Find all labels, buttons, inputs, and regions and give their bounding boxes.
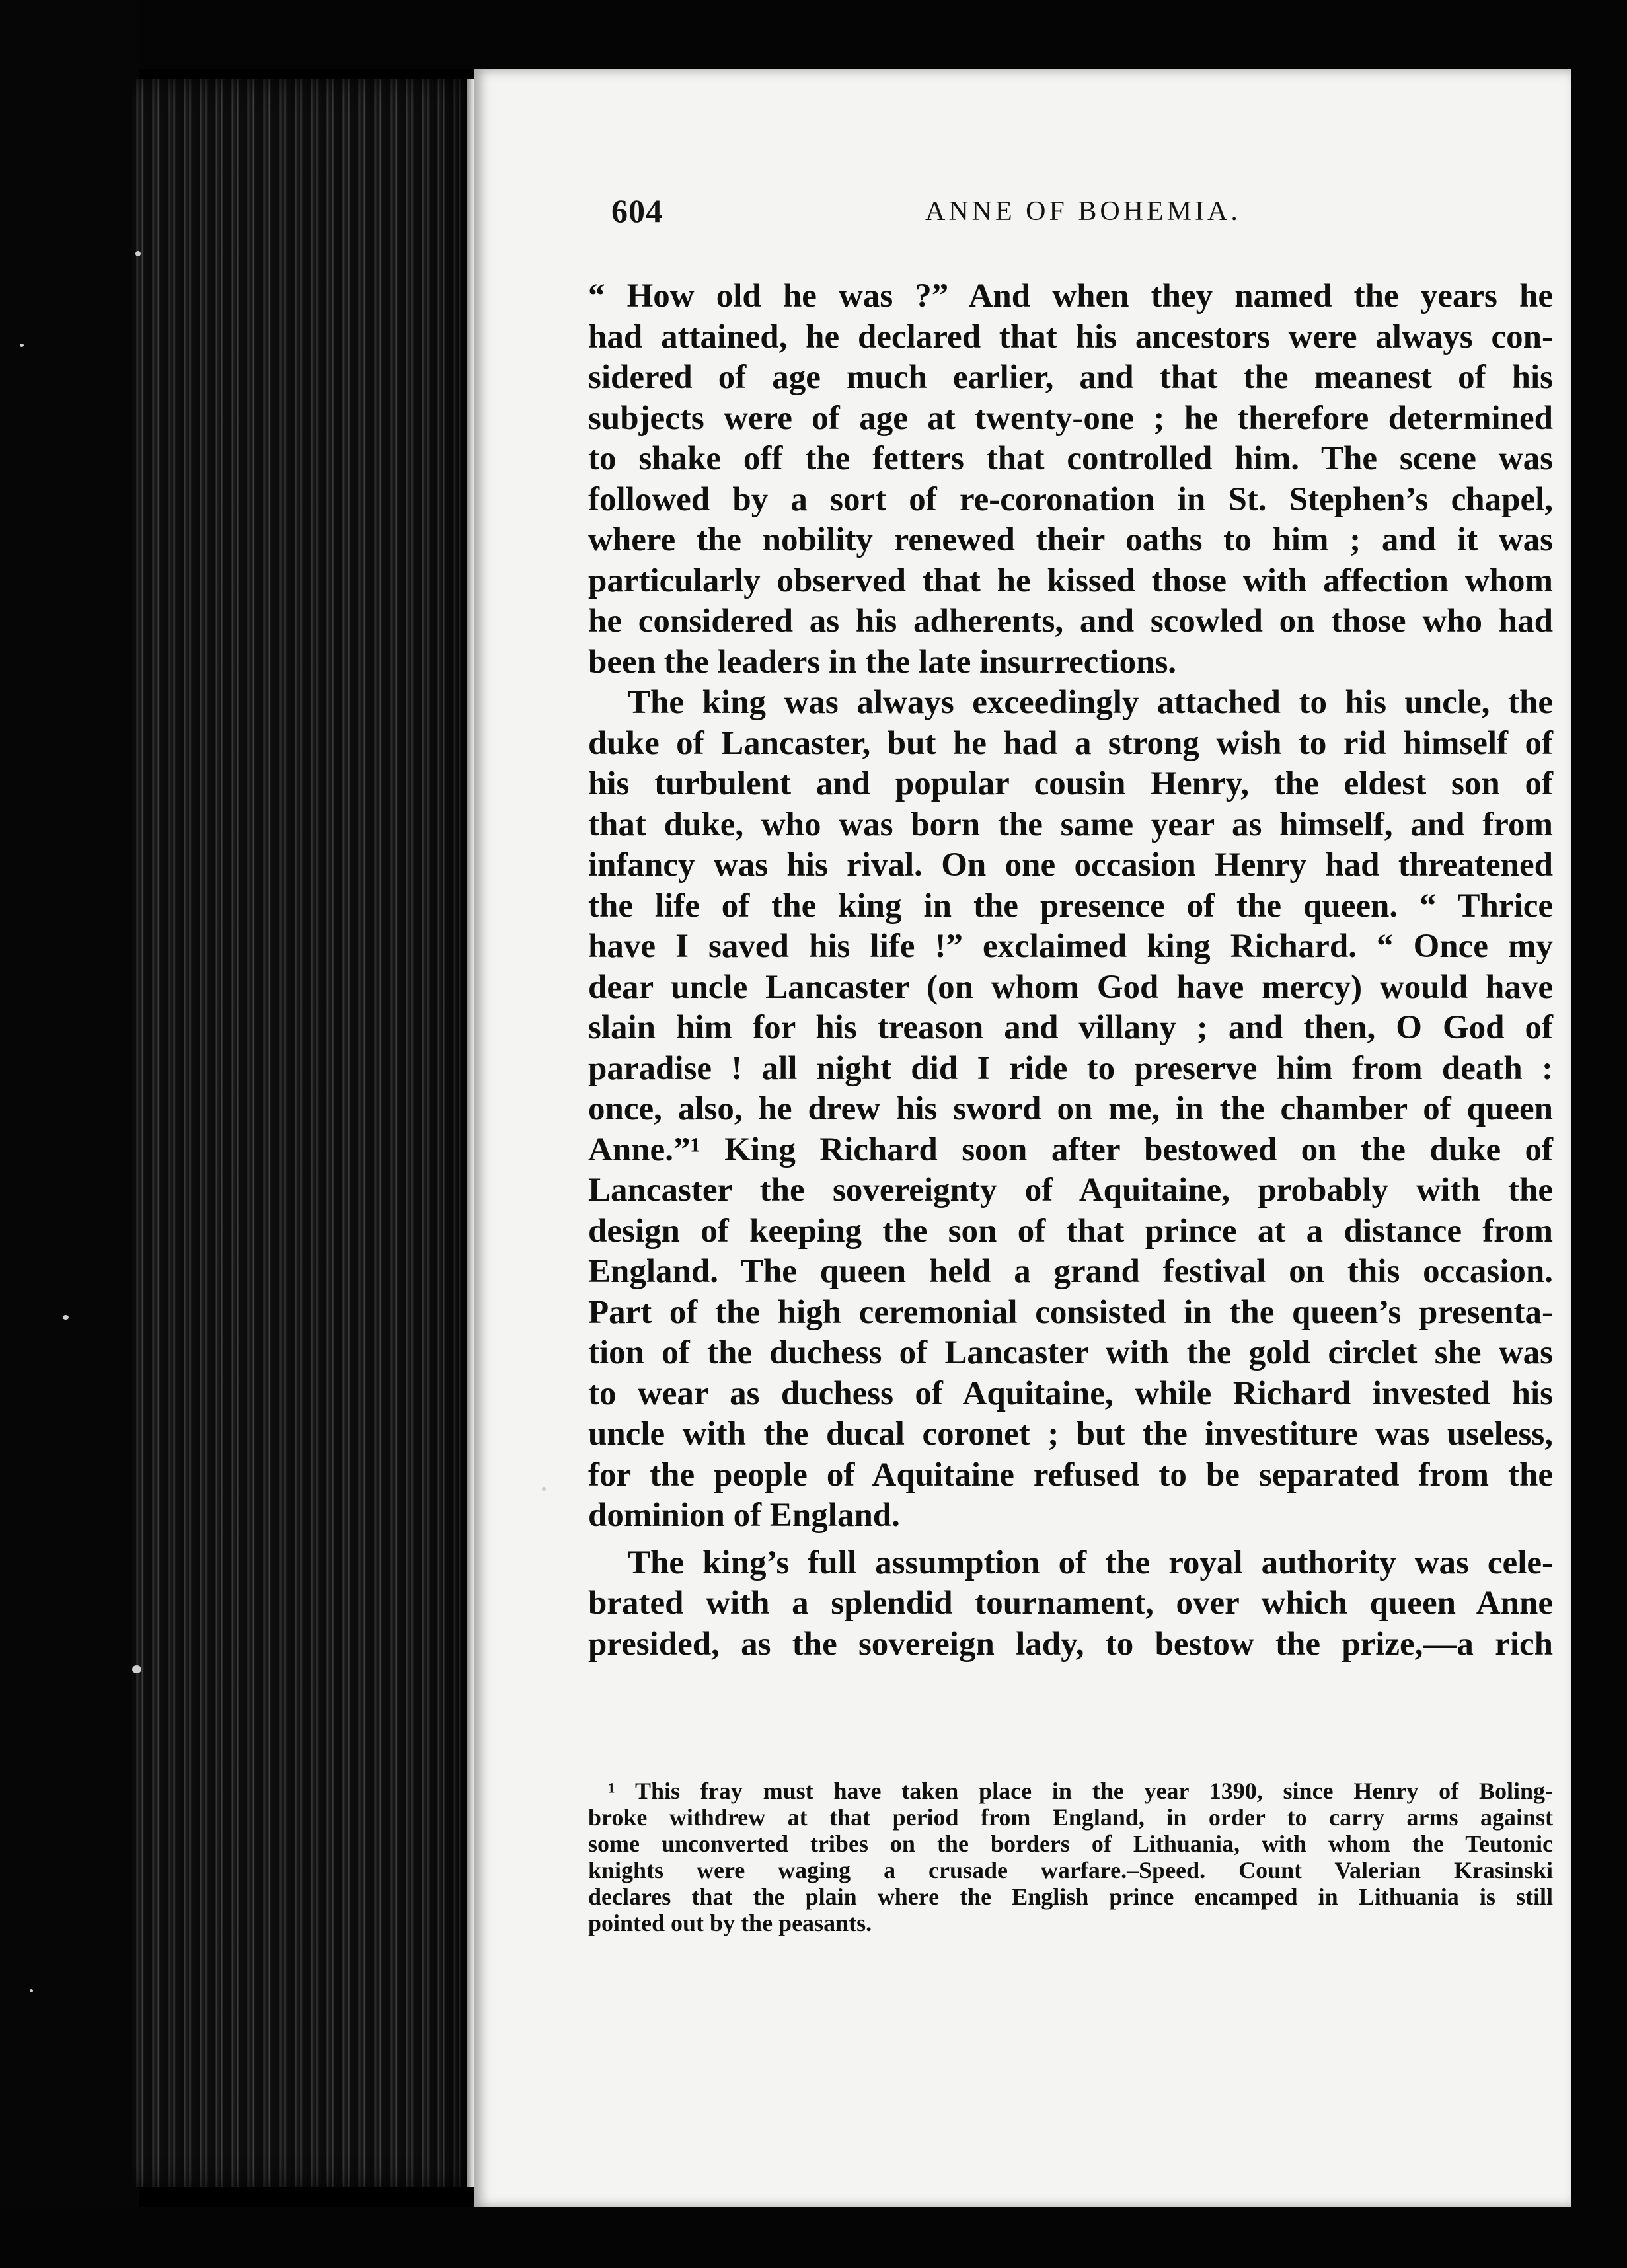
- film-speck: [542, 1487, 546, 1491]
- footnote-line: knights were waging a crusade warfare.–Speed. Count Valerian Krasinski: [588, 1857, 1553, 1883]
- text-line: followed by a sort of re-coronation in St. Stephen’s chapel,: [588, 480, 1553, 518]
- running-title: ANNE OF BOHEMIA.: [925, 196, 1241, 227]
- footnote-line: broke withdrew at that period from England, in order to carry arms against: [588, 1804, 1553, 1831]
- text-line: had attained, he declared that his ancestors were always con-: [588, 318, 1553, 356]
- text-line: to shake off the fetters that controlled him. The scene was: [588, 440, 1553, 477]
- text-line: paradise ! all night did I ride to preserve him from death :: [588, 1049, 1553, 1087]
- text-line: to wear as duchess of Aquitaine, while Richard invested his: [588, 1375, 1553, 1412]
- text-line: slain him for his treason and villany ; and then, O God of: [588, 1009, 1553, 1046]
- text-line: dominion of England.: [588, 1497, 900, 1534]
- footnote-line: pointed out by the peasants.: [588, 1910, 872, 1936]
- text-line: tion of the duchess of Lancaster with the gold circlet she was: [588, 1334, 1553, 1371]
- text-line: been the leaders in the late insurrections.: [588, 643, 1177, 681]
- text-line: he considered as his adherents, and scowled on those who had: [588, 603, 1553, 640]
- text-line: duke of Lancaster, but he had a strong wish to rid himself of: [588, 724, 1553, 762]
- footnote-line: ¹ This fray must have taken place in the year 1390, since Henry of Boling-: [608, 1778, 1553, 1804]
- text-line: the life of the king in the presence of the queen. “ Thrice: [588, 887, 1553, 925]
- text-line: his turbulent and popular cousin Henry, the eldest son of: [588, 765, 1553, 802]
- film-frame-left: [0, 0, 139, 2268]
- running-head: [611, 192, 1563, 238]
- text-line: Part of the high ceremonial consisted in the queen’s presenta-: [588, 1293, 1553, 1331]
- text-line: dear uncle Lancaster (on whom God have mercy) would have: [588, 968, 1553, 1006]
- film-speck: [132, 1665, 141, 1673]
- text-line: that duke, who was born the same year as himself, and from: [588, 806, 1553, 843]
- text-line: design of keeping the son of that prince at a distance from: [588, 1212, 1553, 1250]
- text-line: The king was always exceedingly attached to his uncle, the: [628, 684, 1553, 721]
- film-speck: [30, 1989, 33, 1992]
- text-line: Anne.”¹ King Richard soon after bestowed on the duke of: [588, 1131, 1553, 1168]
- text-line: The king’s full assumption of the royal authority was cele-: [628, 1544, 1553, 1581]
- text-line: England. The queen held a grand festival on this occasion.: [588, 1253, 1553, 1290]
- text-line: Lancaster the sovereignty of Aquitaine, probably with the: [588, 1172, 1553, 1209]
- film-speck: [63, 1315, 69, 1320]
- film-speck: [135, 251, 141, 256]
- text-line: where the nobility renewed their oaths to him ; and it was: [588, 521, 1553, 558]
- text-line: for the people of Aquitaine refused to be separated from the: [588, 1456, 1553, 1493]
- text-line: have I saved his life !” exclaimed king Richard. “ Once my: [588, 928, 1553, 965]
- text-line: uncle with the ducal coronet ; but the investiture was useless,: [588, 1416, 1553, 1453]
- text-line: particularly observed that he kissed those with affection whom: [588, 562, 1553, 599]
- film-speck: [20, 344, 24, 347]
- text-line: brated with a splendid tournament, over which queen Anne: [588, 1585, 1553, 1622]
- footnote: [588, 1778, 1553, 1936]
- footnote-line: declares that the plain where the English prince encamped in Lithuania is still: [588, 1883, 1553, 1910]
- text-line: sidered of age much earlier, and that the meanest of his: [588, 359, 1553, 396]
- page-number: 604: [611, 192, 663, 229]
- text-line: infancy was his rival. On one occasion Henry had threatened: [588, 847, 1553, 884]
- text-line: subjects were of age at twenty-one ; he therefore determined: [588, 399, 1553, 437]
- text-line: presided, as the sovereign lady, to bestow the prize,—a rich: [588, 1625, 1553, 1663]
- film-frame-right: [1571, 0, 1627, 2268]
- film-frame-bottom: [0, 2207, 1627, 2268]
- book-page-edges: [132, 79, 476, 2187]
- text-line: once, also, he drew his sword on me, in the chamber of queen: [588, 1090, 1553, 1127]
- film-frame-top: [0, 0, 1627, 69]
- footnote-line: some unconverted tribes on the borders of Lithuania, with whom the Teutonic: [588, 1831, 1553, 1857]
- text-line: “ How old he was ?” And when they named the years he: [588, 278, 1553, 315]
- paragraph-gap: [588, 1536, 1553, 1543]
- body-text: [588, 276, 1553, 1665]
